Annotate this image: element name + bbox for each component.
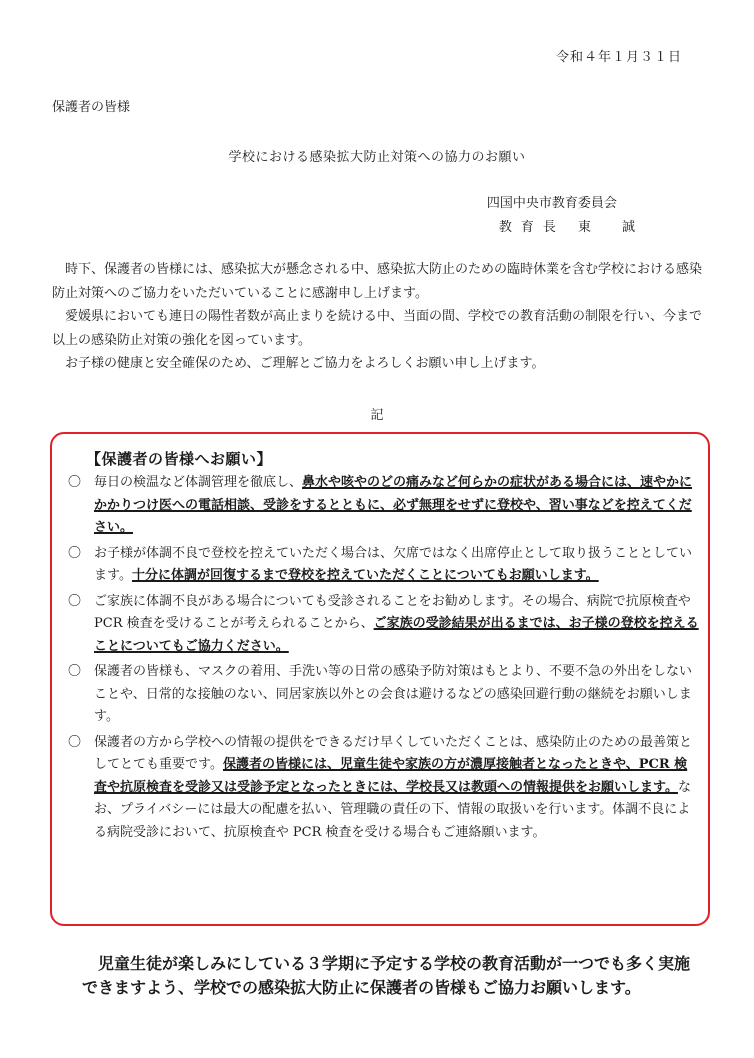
circle-bullet-icon: 〇	[68, 734, 82, 750]
body-text	[52, 258, 702, 376]
body-paragraph: 時下、保護者の皆様には、感染拡大が懸念される中、感染拡大防止のための臨時休業を含む学校における感染防止対策へのご協力をいただいていることに感謝申し上げます。	[52, 262, 703, 301]
body-paragraph: 愛媛県においても連日の陽性者数が高止まりを続ける中、当面の間、学校での教育活動の制限を行い、今まで以上の感染防止対策の強化を図っています。	[52, 309, 703, 348]
request-emphasis: ご家族の受診結果が出るまでは、お子様の登校を控えることについてもご協力ください。	[94, 616, 699, 654]
request-list	[64, 472, 700, 847]
circle-bullet-icon: 〇	[68, 475, 82, 490]
circle-bullet-icon: 〇	[68, 664, 82, 679]
request-item	[64, 472, 700, 540]
request-item	[64, 661, 700, 729]
addressee: 保護者の皆様	[52, 100, 131, 115]
request-emphasis: 保護者の皆様には、児童生徒や家族の方が濃厚接触者となったときや、PCR 検査や抗原検査を受診又は受診予定となったときには、学校長又は教頭への情報提供をお願いします。	[94, 757, 688, 795]
request-emphasis: 鼻水や咳やのどの痛みなど何らかの症状がある場合には、速やかにかかりつけ医への電話相談、受診をするとともに、必ず無理をせずに登校や、習い事などを控えてください。	[94, 475, 693, 535]
request-text: 保護者の方から学校への情報の提供をできるだけ早くしていただくことは、感染防止のための最善策としてとても重要です。	[94, 734, 693, 772]
request-box-heading: 【保護者の皆様へお願い】	[86, 450, 273, 468]
request-text-tail: なお、プライバシーには最大の配慮を払い、管理職の責任の下、情報の取扱いを行います。体調不良による病院受診において、抗原検査や PCR 検査を受ける場合もご連絡願います。	[94, 779, 691, 840]
request-text: 毎日の検温など体調管理を徹底し、	[94, 475, 303, 490]
circle-bullet-icon: 〇	[68, 593, 82, 609]
request-item	[64, 732, 700, 845]
request-text: 保護者の皆様も、マスクの着用、手洗い等の日常の感染予防対策はもとより、不要不急の外出をしないことや、日常的な接触のない、同居家族以外との会食は避けるなどの感染回避行動の継続をお願いします。	[94, 664, 693, 724]
circle-bullet-icon: 〇	[68, 545, 82, 561]
request-text: お子様が体調不良で登校を控えていただく場合は、欠席ではなく出席停止として取り扱うこととしています。	[94, 545, 693, 583]
request-box	[50, 432, 710, 926]
request-item	[64, 543, 700, 588]
sender-organization: 四国中央市教育委員会	[486, 196, 617, 211]
closing-message: 児童生徒が楽しみにしている３学期に予定する学校の教育活動が一つでも多く実施できますよう、学校での感染拡大防止に保護者の皆様もご協力お願いします。	[82, 954, 691, 997]
request-emphasis: 十分に体調が回復するまで登校を控えていただくことについてもお願いします。	[131, 568, 599, 583]
document-title: 学校における感染拡大防止対策への協力のお願い	[228, 150, 526, 165]
document-date: 令和４年１月３１日	[555, 50, 682, 65]
sender-block	[487, 192, 644, 240]
request-item	[64, 591, 700, 659]
ki-marker: 記	[370, 408, 384, 423]
body-paragraph: お子様の健康と安全確保のため、ご理解とご協力をよろしくお願い申し上げます。	[65, 356, 545, 371]
sender-name: 教育長 東 誠	[498, 220, 644, 235]
request-text: ご家族に体調不良がある場合についても受診されることをお勧めします。その場合、病院で抗原検査や PCR 検査を受けることが考えられることから、	[94, 593, 691, 631]
